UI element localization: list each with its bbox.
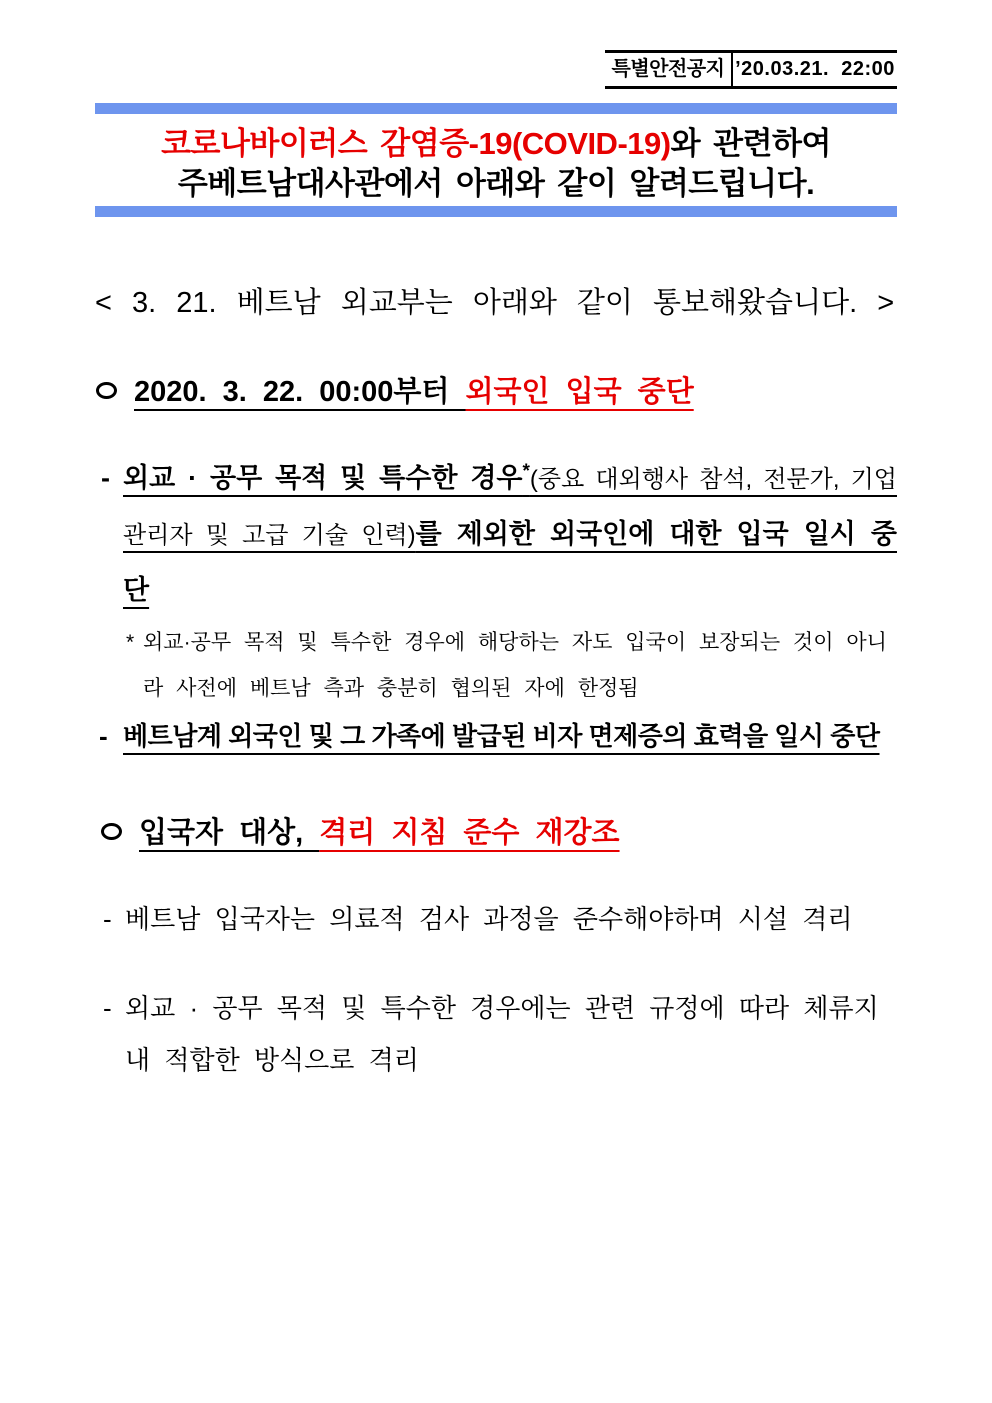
section-1-item-2 (95, 716, 897, 756)
section-2-heading-black: 입국자 대상, (139, 817, 320, 849)
section-2-heading-red: 격리 지침 준수 재강조 (319, 817, 620, 849)
circle-bullet-icon (101, 823, 122, 840)
item-1-bold-lead: 외교 · 공무 목적 및 특수한 경우 (123, 463, 523, 493)
notice-type-label: 특별안전공지 (605, 53, 733, 86)
title-line2: 주베트남대사관에서 아래와 같이 알려드립니다. (177, 166, 815, 201)
footnote-asterisk: * (126, 631, 135, 654)
section-1-heading-black: 2020. 3. 22. 00:00부터 (134, 376, 466, 408)
section-1-heading-text (134, 371, 694, 413)
section-1-item-1-text (123, 451, 897, 618)
dash-bullet: - (103, 904, 112, 934)
title-line1-red: 코로나바이러스 감염증-19(COVID-19) (161, 126, 671, 161)
circle-bullet-icon (96, 382, 117, 399)
title-line1-black: 와 관련하여 (670, 126, 831, 161)
section-1-item-2-text: 베트남계 외국인 및 그 가족에 발급된 비자 면제증의 효력을 일시 중단 (123, 721, 880, 751)
footnote-text: 외교·공무 목적 및 특수한 경우에 해당하는 자도 입국이 보장되는 것이 아니라 사전에 베트남 측과 충분히 협의된 자에 한정됨 (143, 631, 887, 700)
document-title (95, 124, 897, 204)
item-1-bold-tail: 를 제외한 외국인에 대한 입국 일시 중단 (123, 519, 897, 605)
notification-source-line: < 3. 21. 베트남 외교부는 아래와 같이 통보해왔습니다. > (95, 287, 895, 319)
section-1-heading (95, 371, 897, 413)
banner-bar-bottom (95, 206, 897, 217)
section-2-heading (100, 812, 897, 854)
section-2-item-1 (95, 900, 897, 938)
banner-bar-top (95, 103, 897, 114)
section-2-heading-text (139, 812, 620, 854)
notice-datetime: ’20.03.21. 22:00 (735, 58, 895, 80)
section-2-item-1-text: 베트남 입국자는 의료적 검사 과정을 준수해야하며 시설 격리 (125, 904, 853, 934)
section-1-item-1 (95, 451, 897, 618)
section-1-heading-red: 외국인 입국 중단 (465, 376, 694, 408)
dash-bullet: - (103, 993, 112, 1023)
notice-type-stamp (605, 50, 897, 89)
item-1-paren: (중요 대외행사 참석, 전문가, 기업 관리자 및 고급 기술 인력) (123, 466, 897, 549)
section-1-footnote (95, 620, 897, 712)
asterisk-superscript: * (522, 461, 530, 482)
section-2-item-2-text: 외교 · 공무 목적 및 특수한 경우에는 관련 규정에 따라 체류지 내 적합한 방식으로 격리 (125, 993, 879, 1075)
section-2-item-2 (95, 982, 897, 1086)
dash-bullet: - (101, 463, 110, 493)
dash-bullet: - (99, 721, 108, 751)
